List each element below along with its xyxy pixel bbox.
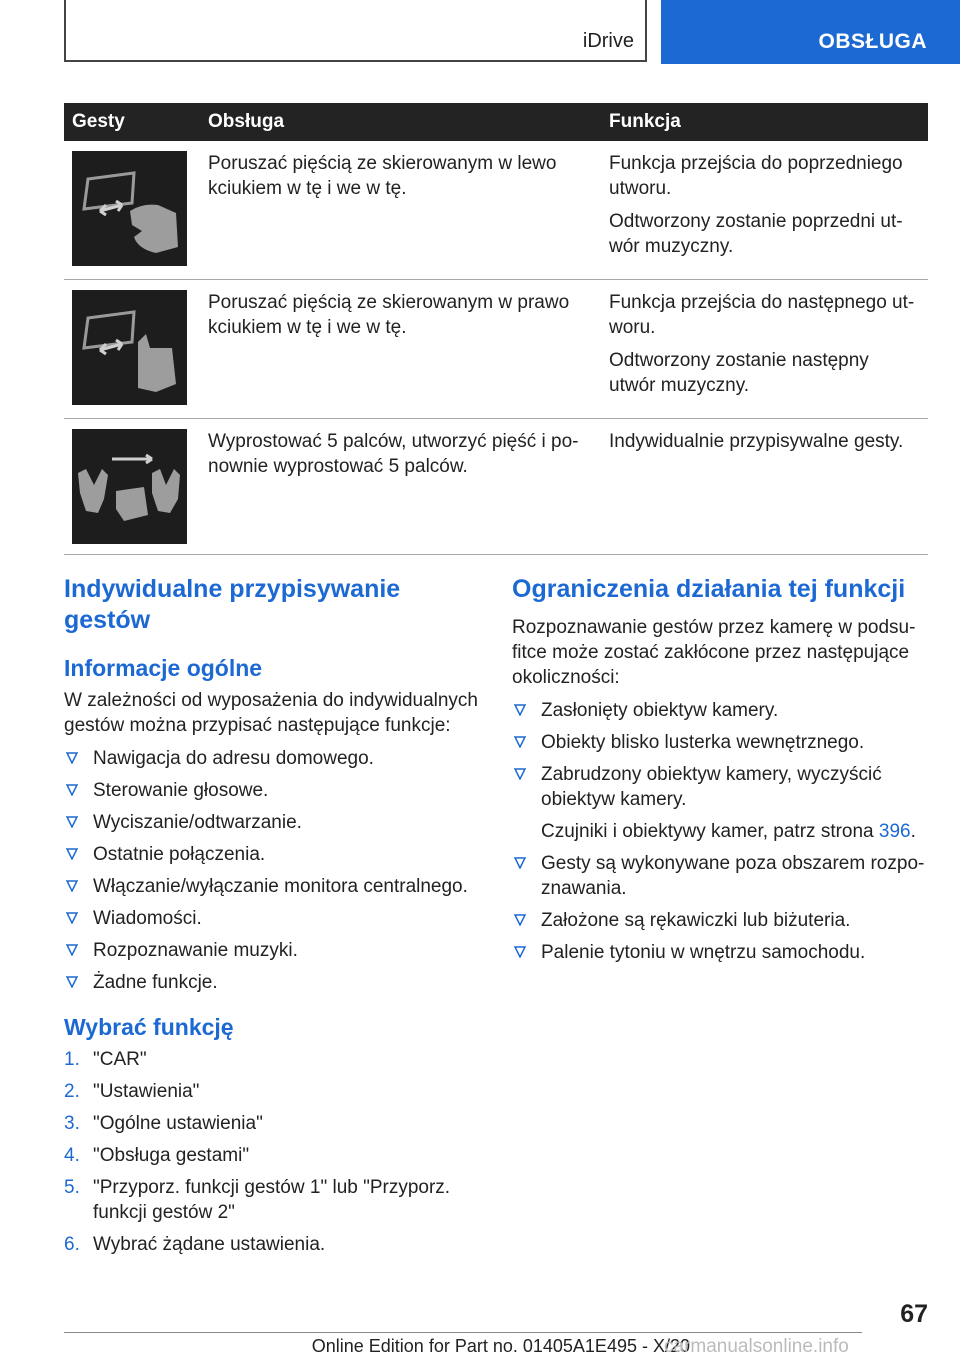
- footer-divider: [64, 1332, 862, 1333]
- bullet-triangle-icon: [514, 914, 526, 926]
- bullet-triangle-icon: [66, 848, 78, 860]
- list-item-text: Nawigacja do adresu domowego.: [93, 748, 374, 769]
- list-item-text: Rozpoznawanie muzyki.: [93, 940, 298, 961]
- chapter-label: OBSŁUGA: [818, 30, 927, 53]
- bullet-triangle-icon: [514, 704, 526, 716]
- step-number: 4.: [64, 1145, 80, 1166]
- col-header-gestures: Gesty: [64, 103, 200, 141]
- list-item-text: Wiadomości.: [93, 908, 202, 929]
- bullet-triangle-icon: [66, 912, 78, 924]
- gestures-table: [64, 103, 928, 555]
- step-number: 3.: [64, 1113, 80, 1134]
- list-item: [512, 851, 928, 901]
- function-cell: [601, 280, 928, 419]
- header-box: [64, 0, 647, 62]
- page-reference-link[interactable]: 396: [878, 821, 911, 842]
- step-text: "Przyporz. funkcji gestów 1" lub "Przyporz. funkcji gestów 2": [93, 1177, 451, 1223]
- table-row: [64, 141, 928, 280]
- step-text: "Ogólne ustawienia": [93, 1113, 263, 1134]
- watermark-text: carmanualsonline.info: [664, 1336, 849, 1357]
- step-number: 5.: [64, 1177, 80, 1198]
- list-item-text: Włączanie/wyłączanie monitora centralnego.: [93, 876, 468, 897]
- step-text: "CAR": [93, 1049, 147, 1070]
- steps-list: [64, 1047, 484, 1257]
- gesture-thumb-right-icon: [72, 290, 187, 405]
- list-item-text: Wyciszanie/odtwarzanie.: [93, 812, 302, 833]
- list-item: [64, 970, 484, 995]
- page-number: 67: [900, 1300, 928, 1328]
- list-item-text: Palenie tytoniu w wnętrzu samochodu.: [541, 942, 866, 963]
- list-item-text: Obiekty blisko lusterka wewnętrznego.: [541, 732, 865, 753]
- list-item: [512, 940, 928, 965]
- operation-cell: [200, 280, 601, 419]
- header-section-title: iDrive: [582, 30, 634, 52]
- table-row: [64, 280, 928, 419]
- footer-edition-text: Online Edition for Part no. 01405A1E495 - X/20: [311, 1336, 690, 1356]
- list-item-text: Gesty są wykonywane poza obszarem rozpo-znawania.: [541, 853, 925, 899]
- table-row: [64, 419, 928, 555]
- col-header-function: Funkcja: [601, 103, 928, 141]
- list-item: [64, 874, 484, 899]
- gesture-thumb-left-icon: [72, 151, 187, 266]
- bullet-triangle-icon: [514, 857, 526, 869]
- list-item-text: Sterowanie głosowe.: [93, 780, 269, 801]
- step-item: [64, 1232, 484, 1257]
- left-column: [64, 574, 484, 1264]
- function-detail-text: Odtworzony zostanie poprzedni ut-wór muzyczny.: [609, 211, 903, 257]
- step-text: "Ustawienia": [93, 1081, 200, 1102]
- step-item: [64, 1047, 484, 1072]
- camera-reference-note: [541, 819, 928, 844]
- table-header-row: [64, 103, 928, 141]
- note-text: Czujniki i obiektywy kamer, patrz strona: [541, 821, 879, 842]
- gesture-image-cell: [64, 419, 200, 555]
- bullet-triangle-icon: [66, 880, 78, 892]
- function-cell: [601, 141, 928, 280]
- gesture-thumb-open-hand-icon: [72, 429, 187, 544]
- list-item: [64, 906, 484, 931]
- list-item: [512, 698, 928, 723]
- step-item: [64, 1175, 484, 1225]
- list-item-text: Zasłonięty obiektyw kamery.: [541, 700, 779, 721]
- list-item-text: Zabrudzony obiektyw kamery, wyczyścić obiektyw kamery.: [541, 764, 882, 810]
- list-item-text: Ostatnie połączenia.: [93, 844, 266, 865]
- step-number: 6.: [64, 1234, 80, 1255]
- assignable-functions-list: [64, 746, 484, 995]
- col-header-operation: Obsługa: [200, 103, 601, 141]
- function-cell: [601, 419, 928, 555]
- bullet-triangle-icon: [66, 784, 78, 796]
- gesture-image-cell: [64, 280, 200, 419]
- step-item: [64, 1111, 484, 1136]
- list-item: [64, 842, 484, 867]
- list-item-text: Żadne funkcje.: [93, 972, 218, 993]
- operation-cell: [200, 419, 601, 555]
- step-number: 1.: [64, 1049, 80, 1070]
- function-text: Indywidualnie przypisywalne gesty.: [609, 431, 904, 452]
- operation-text: Poruszać pięścią ze skierowanym w lewo kciukiem w tę i we w tę.: [208, 153, 557, 199]
- operation-text: Poruszać pięścią ze skierowanym w prawo kciukiem w tę i we w tę.: [208, 292, 570, 338]
- list-item: [64, 778, 484, 803]
- limitations-intro-text: Rozpoznawanie gestów przez kamerę w podsu-fitce może zostać zakłócone przez następujące okoliczności:: [512, 617, 916, 688]
- bullet-triangle-icon: [66, 752, 78, 764]
- list-item: [64, 938, 484, 963]
- function-detail-text: Odtworzony zostanie następny utwór muzyczny.: [609, 350, 869, 396]
- step-number: 2.: [64, 1081, 80, 1102]
- step-text: "Obsługa gestami": [93, 1145, 250, 1166]
- gesture-image-cell: [64, 141, 200, 280]
- step-item: [64, 1079, 484, 1104]
- operation-cell: [200, 141, 601, 280]
- list-item: [512, 908, 928, 933]
- bullet-triangle-icon: [514, 768, 526, 780]
- header-chapter-tab: [661, 0, 960, 64]
- function-text: Funkcja przejścia do następnego ut-woru.: [609, 292, 915, 338]
- bullet-triangle-icon: [66, 944, 78, 956]
- bullet-triangle-icon: [514, 946, 526, 958]
- subheading-general-info: Informacje ogólne: [64, 655, 263, 681]
- section-title-limitations: Ograniczenia działania tej funkcji: [512, 575, 906, 603]
- step-text: Wybrać żądane ustawienia.: [93, 1234, 326, 1255]
- list-item: [512, 762, 928, 844]
- list-item: [64, 810, 484, 835]
- right-column: [512, 574, 928, 972]
- bullet-triangle-icon: [66, 976, 78, 988]
- step-item: [64, 1143, 484, 1168]
- general-intro-text: W zależności od wyposażenia do indywidualnych gestów można przypisać następujące funkcje:: [64, 690, 479, 736]
- section-title-individual-gestures: Indywidualne przypisywanie gestów: [64, 575, 401, 634]
- bullet-triangle-icon: [66, 816, 78, 828]
- list-item: [512, 730, 928, 755]
- limitations-list: [512, 698, 928, 965]
- subheading-select-function: Wybrać funkcję: [64, 1014, 234, 1040]
- bullet-triangle-icon: [514, 736, 526, 748]
- function-text: Funkcja przejścia do poprzedniego utworu.: [609, 153, 903, 199]
- note-suffix: .: [910, 821, 916, 842]
- operation-text: Wyprostować 5 palców, utworzyć pięść i po-nownie wyprostować 5 palców.: [208, 431, 579, 477]
- list-item: [64, 746, 484, 771]
- list-item-text: Założone są rękawiczki lub biżuteria.: [541, 910, 851, 931]
